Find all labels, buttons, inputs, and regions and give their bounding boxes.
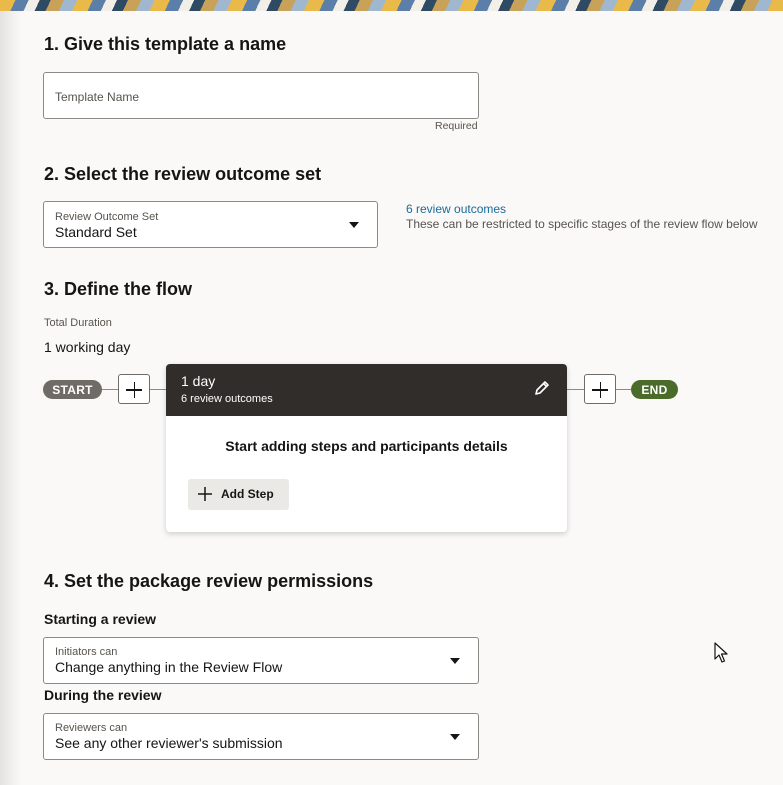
- review-outcomes-note: These can be restricted to specific stages of the review flow below: [406, 217, 758, 231]
- header-banner: [0, 0, 783, 11]
- pencil-icon[interactable]: [532, 378, 552, 398]
- chevron-down-icon: [450, 658, 460, 664]
- review-outcome-set-select[interactable]: [43, 201, 378, 248]
- left-edge-shade: [0, 11, 22, 785]
- section-1-title: 1. Give this template a name: [44, 34, 287, 54]
- section-2-title: 2. Select the review outcome set: [44, 164, 322, 184]
- add-stage-after-button[interactable]: [584, 374, 616, 404]
- initiators-label: Initiators can: [55, 646, 118, 658]
- during-review-heading: During the review: [44, 687, 162, 703]
- flow-connector: [150, 389, 166, 390]
- initiators-permission-select[interactable]: [43, 637, 479, 684]
- section-4-title: 4. Set the package review permissions: [44, 571, 374, 591]
- plus-icon: [197, 486, 213, 502]
- stage-empty-message: Start adding steps and participants details: [225, 438, 508, 454]
- flow-connector: [616, 389, 631, 390]
- template-name-field[interactable]: [43, 72, 479, 119]
- stage-card-header: [166, 364, 567, 416]
- total-duration-value: 1 working day: [44, 339, 131, 355]
- flow-connector: [102, 389, 118, 390]
- reviewers-label: Reviewers can: [55, 722, 128, 734]
- stage-outcomes: 6 review outcomes: [181, 393, 273, 405]
- add-step-label: Add Step: [221, 487, 274, 501]
- required-hint: Required: [435, 120, 478, 132]
- reviewers-permission-select[interactable]: [43, 713, 479, 760]
- end-node: [631, 380, 678, 399]
- initiators-value: Change anything in the Review Flow: [55, 659, 283, 675]
- flow-connector: [567, 389, 584, 390]
- chevron-down-icon: [349, 222, 359, 228]
- review-outcome-set-label: Review Outcome Set: [55, 211, 159, 223]
- stage-card: [166, 364, 567, 532]
- total-duration-label: Total Duration: [44, 317, 112, 329]
- starting-review-heading: Starting a review: [44, 611, 157, 627]
- template-name-placeholder: Template Name: [55, 90, 140, 104]
- review-outcome-set-value: Standard Set: [55, 224, 137, 240]
- mouse-cursor-icon: [714, 642, 730, 664]
- add-stage-before-button[interactable]: [118, 374, 150, 404]
- stage-duration: 1 day: [181, 373, 216, 389]
- start-node: [43, 380, 102, 399]
- section-3-title: 3. Define the flow: [44, 279, 193, 299]
- review-outcomes-link[interactable]: 6 review outcomes: [406, 202, 507, 216]
- end-label: END: [641, 382, 668, 397]
- chevron-down-icon: [450, 734, 460, 740]
- start-label: START: [52, 382, 93, 397]
- reviewers-value: See any other reviewer's submission: [55, 735, 283, 751]
- add-step-button[interactable]: [188, 479, 289, 510]
